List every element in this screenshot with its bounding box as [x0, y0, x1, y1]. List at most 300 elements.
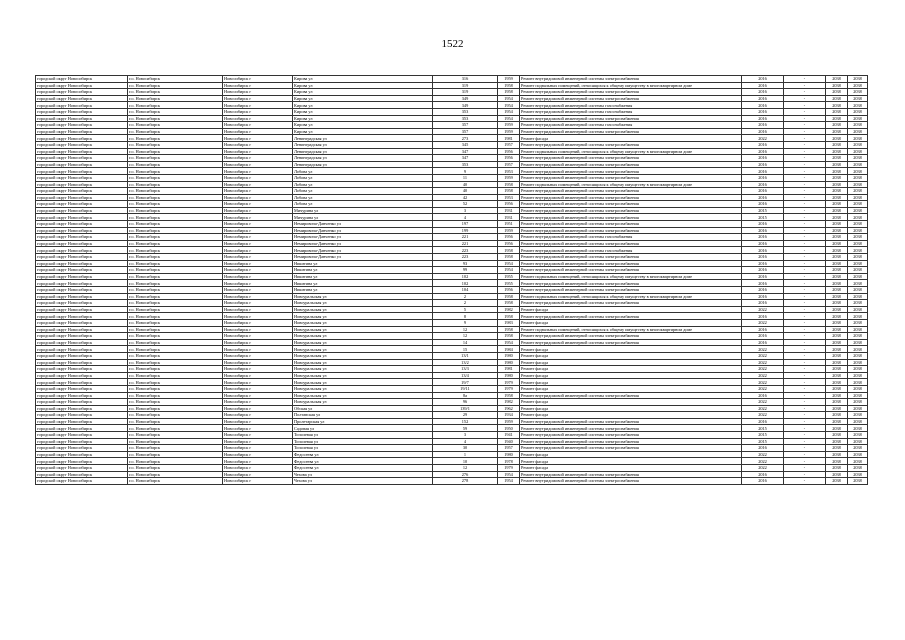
work-type-cell: Ремонт внутридомовой инженерной системы электроснабжения	[520, 155, 742, 162]
city-cell: Новосибирск г	[223, 155, 293, 162]
city-cell: Новосибирск г	[223, 141, 293, 148]
table-row	[36, 148, 868, 155]
table-row	[36, 108, 868, 115]
dash-cell: -	[784, 385, 826, 392]
table-row	[36, 465, 868, 472]
work-type-cell: Ремонт внутридомовой инженерной системы газоснабжения	[520, 102, 742, 109]
house-number-cell: 2	[433, 300, 498, 307]
city-cell: Новосибирск г	[223, 247, 293, 254]
city-cell: Новосибирск г	[223, 89, 293, 96]
city-cell: Новосибирск г	[223, 339, 293, 346]
table-row	[36, 339, 868, 346]
build-year-cell: 1934	[498, 412, 520, 419]
house-number-cell: 8	[433, 313, 498, 320]
municipality-cell: городской округ Новосибирск	[36, 392, 128, 399]
period-end-cell: 2038	[848, 207, 868, 214]
table-row	[36, 399, 868, 406]
table-row	[36, 194, 868, 201]
dash-cell: -	[784, 366, 826, 373]
period-end-cell: 2038	[848, 247, 868, 254]
dash-cell: -	[784, 465, 826, 472]
period-end-cell: 2038	[848, 451, 868, 458]
house-number-cell: 42	[433, 194, 498, 201]
house-number-cell: 276	[433, 471, 498, 478]
build-year-cell: 1959	[498, 418, 520, 425]
plan-year-cell: 2016	[742, 174, 784, 181]
settlement-cell: г.о. Новосибирск	[128, 458, 223, 465]
municipality-cell: городской округ Новосибирск	[36, 385, 128, 392]
registry-body	[36, 76, 868, 485]
city-cell: Новосибирск г	[223, 359, 293, 366]
build-year-cell: 1984	[498, 346, 520, 353]
build-year-cell: 1951	[498, 221, 520, 228]
house-number-cell: 278	[433, 478, 498, 485]
period-start-cell: 2038	[826, 155, 848, 162]
work-type-cell: Ремонт внутридомовой инженерной системы электроснабжения	[520, 89, 742, 96]
period-start-cell: 2038	[826, 339, 848, 346]
street-cell: Тополевая ул	[293, 445, 433, 452]
period-end-cell: 2038	[848, 333, 868, 340]
table-row	[36, 458, 868, 465]
table-row	[36, 174, 868, 181]
street-cell: Никитина ул	[293, 280, 433, 287]
period-start-cell: 2038	[826, 82, 848, 89]
dash-cell: -	[784, 293, 826, 300]
street-cell: Ленинградская ул	[293, 135, 433, 142]
build-year-cell: 1953	[498, 168, 520, 175]
city-cell: Новосибирск г	[223, 346, 293, 353]
street-cell: Новоуральская ул	[293, 293, 433, 300]
table-row	[36, 89, 868, 96]
settlement-cell: г.о. Новосибирск	[128, 254, 223, 261]
plan-year-cell: 2022	[742, 399, 784, 406]
dash-cell: -	[784, 155, 826, 162]
period-end-cell: 2038	[848, 102, 868, 109]
plan-year-cell: 2016	[742, 122, 784, 129]
street-cell: Новоуральская ул	[293, 300, 433, 307]
dash-cell: -	[784, 418, 826, 425]
table-row	[36, 451, 868, 458]
plan-year-cell: 2015	[742, 432, 784, 439]
work-type-cell: Ремонт внутридомовой инженерной системы электроснабжения	[520, 214, 742, 221]
city-cell: Новосибирск г	[223, 214, 293, 221]
street-cell: Новоуральская ул	[293, 379, 433, 386]
settlement-cell: г.о. Новосибирск	[128, 155, 223, 162]
build-year-cell: 1954	[498, 115, 520, 122]
plan-year-cell: 2016	[742, 89, 784, 96]
house-number-cell: 9	[433, 168, 498, 175]
work-type-cell: Ремонт внутридомовой инженерной системы электроснабжения	[520, 174, 742, 181]
period-end-cell: 2038	[848, 135, 868, 142]
table-row	[36, 326, 868, 333]
dash-cell: -	[784, 319, 826, 326]
build-year-cell: 1954	[498, 267, 520, 274]
plan-year-cell: 2022	[742, 465, 784, 472]
street-cell: Новоуральская ул	[293, 366, 433, 373]
plan-year-cell: 2016	[742, 280, 784, 287]
city-cell: Новосибирск г	[223, 174, 293, 181]
settlement-cell: г.о. Новосибирск	[128, 234, 223, 241]
table-row	[36, 366, 868, 373]
settlement-cell: г.о. Новосибирск	[128, 135, 223, 142]
table-row	[36, 313, 868, 320]
municipality-cell: городской округ Новосибирск	[36, 254, 128, 261]
build-year-cell: 1979	[498, 465, 520, 472]
settlement-cell: г.о. Новосибирск	[128, 445, 223, 452]
house-number-cell: 273	[433, 135, 498, 142]
build-year-cell: 1957	[498, 161, 520, 168]
plan-year-cell: 2022	[742, 366, 784, 373]
table-row	[36, 385, 868, 392]
municipality-cell: городской округ Новосибирск	[36, 82, 128, 89]
city-cell: Новосибирск г	[223, 471, 293, 478]
street-cell: Садовая ул	[293, 425, 433, 432]
dash-cell: -	[784, 273, 826, 280]
settlement-cell: г.о. Новосибирск	[128, 451, 223, 458]
plan-year-cell: 2022	[742, 346, 784, 353]
settlement-cell: г.о. Новосибирск	[128, 247, 223, 254]
street-cell: Новоуральская ул	[293, 326, 433, 333]
work-type-cell: Ремонт внутридомовой инженерной системы электроснабжения	[520, 313, 742, 320]
settlement-cell: г.о. Новосибирск	[128, 319, 223, 326]
street-cell: Тополевая ул	[293, 432, 433, 439]
period-start-cell: 2038	[826, 240, 848, 247]
build-year-cell: 1958	[498, 392, 520, 399]
city-cell: Новосибирск г	[223, 352, 293, 359]
settlement-cell: г.о. Новосибирск	[128, 306, 223, 313]
city-cell: Новосибирск г	[223, 326, 293, 333]
period-end-cell: 2038	[848, 319, 868, 326]
settlement-cell: г.о. Новосибирск	[128, 181, 223, 188]
municipality-cell: городской округ Новосибирск	[36, 445, 128, 452]
municipality-cell: городской округ Новосибирск	[36, 89, 128, 96]
build-year-cell: 1955	[498, 280, 520, 287]
table-row	[36, 181, 868, 188]
period-end-cell: 2038	[848, 168, 868, 175]
city-cell: Новосибирск г	[223, 181, 293, 188]
settlement-cell: г.о. Новосибирск	[128, 425, 223, 432]
plan-year-cell: 2016	[742, 82, 784, 89]
house-number-cell: 347	[433, 148, 498, 155]
work-type-cell: Ремонт фасада	[520, 366, 742, 373]
municipality-cell: городской округ Новосибирск	[36, 319, 128, 326]
settlement-cell: г.о. Новосибирск	[128, 273, 223, 280]
house-number-cell: 3	[433, 207, 498, 214]
municipality-cell: городской округ Новосибирск	[36, 372, 128, 379]
work-type-cell: Ремонт внутридомовой инженерной системы электроснабжения	[520, 221, 742, 228]
street-cell: Кирова ул	[293, 102, 433, 109]
plan-year-cell: 2022	[742, 372, 784, 379]
build-year-cell: 1954	[498, 478, 520, 485]
build-year-cell: 1958	[498, 89, 520, 96]
table-row	[36, 471, 868, 478]
municipality-cell: городской округ Новосибирск	[36, 168, 128, 175]
dash-cell: -	[784, 412, 826, 419]
house-number-cell: 12	[433, 333, 498, 340]
municipality-cell: городской округ Новосибирск	[36, 418, 128, 425]
table-row	[36, 379, 868, 386]
street-cell: Новоуральская ул	[293, 352, 433, 359]
street-cell: Лобова ул	[293, 168, 433, 175]
settlement-cell: г.о. Новосибирск	[128, 76, 223, 83]
dash-cell: -	[784, 128, 826, 135]
period-end-cell: 2038	[848, 181, 868, 188]
city-cell: Новосибирск г	[223, 438, 293, 445]
municipality-cell: городской округ Новосибирск	[36, 260, 128, 267]
period-start-cell: 2038	[826, 102, 848, 109]
settlement-cell: г.о. Новосибирск	[128, 412, 223, 419]
table-row	[36, 418, 868, 425]
period-start-cell: 2038	[826, 458, 848, 465]
settlement-cell: г.о. Новосибирск	[128, 128, 223, 135]
table-row	[36, 319, 868, 326]
build-year-cell: 1980	[498, 359, 520, 366]
dash-cell: -	[784, 95, 826, 102]
city-cell: Новосибирск г	[223, 399, 293, 406]
work-type-cell: Ремонт фасада	[520, 385, 742, 392]
build-year-cell: 1954	[498, 260, 520, 267]
table-row	[36, 260, 868, 267]
settlement-cell: г.о. Новосибирск	[128, 95, 223, 102]
build-year-cell: 1958	[498, 181, 520, 188]
settlement-cell: г.о. Новосибирск	[128, 174, 223, 181]
period-start-cell: 2038	[826, 267, 848, 274]
street-cell: Чехова ул	[293, 471, 433, 478]
dash-cell: -	[784, 260, 826, 267]
period-start-cell: 2038	[826, 221, 848, 228]
period-start-cell: 2038	[826, 194, 848, 201]
period-end-cell: 2038	[848, 280, 868, 287]
work-type-cell: Ремонт внутридомовой инженерной системы электроснабжения	[520, 333, 742, 340]
municipality-cell: городской округ Новосибирск	[36, 188, 128, 195]
municipality-cell: городской округ Новосибирск	[36, 425, 128, 432]
period-end-cell: 2038	[848, 287, 868, 294]
street-cell: Новоуральская ул	[293, 359, 433, 366]
plan-year-cell: 2016	[742, 313, 784, 320]
house-number-cell: 15	[433, 346, 498, 353]
plan-year-cell: 2016	[742, 260, 784, 267]
table-row	[36, 267, 868, 274]
period-end-cell: 2038	[848, 418, 868, 425]
build-year-cell: 1941	[498, 432, 520, 439]
period-end-cell: 2038	[848, 273, 868, 280]
work-type-cell: Ремонт подвальных помещений, относящихся к общему имуществу в многоквартирном доме	[520, 326, 742, 333]
build-year-cell: 1956	[498, 201, 520, 208]
dash-cell: -	[784, 254, 826, 261]
settlement-cell: г.о. Новосибирск	[128, 300, 223, 307]
build-year-cell: 1956	[498, 155, 520, 162]
table-row	[36, 254, 868, 261]
period-start-cell: 2038	[826, 188, 848, 195]
work-type-cell: Ремонт внутридомовой инженерной системы электроснабжения	[520, 445, 742, 452]
dash-cell: -	[784, 122, 826, 129]
period-end-cell: 2038	[848, 346, 868, 353]
house-number-cell: 353	[433, 115, 498, 122]
period-start-cell: 2038	[826, 214, 848, 221]
period-end-cell: 2038	[848, 412, 868, 419]
table-row	[36, 214, 868, 221]
work-type-cell: Ремонт внутридомовой инженерной системы электроснабжения	[520, 227, 742, 234]
page-number: 1522	[441, 38, 464, 50]
settlement-cell: г.о. Новосибирск	[128, 438, 223, 445]
period-end-cell: 2038	[848, 194, 868, 201]
plan-year-cell: 2016	[742, 76, 784, 83]
build-year-cell: 1931	[498, 214, 520, 221]
work-type-cell: Ремонт внутридомовой инженерной системы электроснабжения	[520, 432, 742, 439]
settlement-cell: г.о. Новосибирск	[128, 392, 223, 399]
municipality-cell: городской округ Новосибирск	[36, 379, 128, 386]
dash-cell: -	[784, 141, 826, 148]
house-number-cell: 99	[433, 267, 498, 274]
build-year-cell: 1954	[498, 102, 520, 109]
house-number-cell: 4	[433, 214, 498, 221]
municipality-cell: городской округ Новосибирск	[36, 214, 128, 221]
period-end-cell: 2038	[848, 359, 868, 366]
city-cell: Новосибирск г	[223, 201, 293, 208]
plan-year-cell: 2022	[742, 412, 784, 419]
street-cell: Никитина ул	[293, 260, 433, 267]
plan-year-cell: 2016	[742, 392, 784, 399]
settlement-cell: г.о. Новосибирск	[128, 313, 223, 320]
municipality-cell: городской округ Новосибирск	[36, 102, 128, 109]
city-cell: Новосибирск г	[223, 306, 293, 313]
street-cell: Федосеева ул	[293, 458, 433, 465]
municipality-cell: городской округ Новосибирск	[36, 128, 128, 135]
city-cell: Новосибирск г	[223, 128, 293, 135]
period-start-cell: 2038	[826, 425, 848, 432]
settlement-cell: г.о. Новосибирск	[128, 366, 223, 373]
dash-cell: -	[784, 425, 826, 432]
table-row	[36, 273, 868, 280]
city-cell: Новосибирск г	[223, 445, 293, 452]
period-start-cell: 2038	[826, 366, 848, 373]
street-cell: Чехова ул	[293, 478, 433, 485]
plan-year-cell: 2016	[742, 148, 784, 155]
period-end-cell: 2038	[848, 438, 868, 445]
municipality-cell: городской округ Новосибирск	[36, 115, 128, 122]
plan-year-cell: 2022	[742, 458, 784, 465]
period-end-cell: 2038	[848, 95, 868, 102]
build-year-cell: 1956	[498, 287, 520, 294]
table-row	[36, 287, 868, 294]
build-year-cell: 1959	[498, 76, 520, 83]
plan-year-cell: 2016	[742, 155, 784, 162]
street-cell: Новоуральская ул	[293, 385, 433, 392]
city-cell: Новосибирск г	[223, 425, 293, 432]
dash-cell: -	[784, 280, 826, 287]
dash-cell: -	[784, 188, 826, 195]
house-number-cell: 223	[433, 247, 498, 254]
period-start-cell: 2038	[826, 478, 848, 485]
settlement-cell: г.о. Новосибирск	[128, 293, 223, 300]
period-end-cell: 2038	[848, 201, 868, 208]
build-year-cell: 1958	[498, 300, 520, 307]
plan-year-cell: 2016	[742, 168, 784, 175]
street-cell: Новоуральская ул	[293, 319, 433, 326]
period-end-cell: 2038	[848, 293, 868, 300]
build-year-cell: 1958	[498, 333, 520, 340]
dash-cell: -	[784, 181, 826, 188]
table-row	[36, 141, 868, 148]
dash-cell: -	[784, 346, 826, 353]
period-end-cell: 2038	[848, 352, 868, 359]
period-start-cell: 2038	[826, 471, 848, 478]
build-year-cell: 1983	[498, 319, 520, 326]
work-type-cell: Ремонт внутридомовой инженерной системы электроснабжения	[520, 339, 742, 346]
plan-year-cell: 2016	[742, 478, 784, 485]
work-type-cell: Ремонт фасада	[520, 359, 742, 366]
period-start-cell: 2038	[826, 108, 848, 115]
house-number-cell: 353	[433, 108, 498, 115]
work-type-cell: Ремонт подвальных помещений, относящихся к общему имуществу в многоквартирном доме	[520, 181, 742, 188]
period-end-cell: 2038	[848, 128, 868, 135]
period-end-cell: 2038	[848, 313, 868, 320]
street-cell: Новоуральская ул	[293, 372, 433, 379]
build-year-cell: 1958	[498, 326, 520, 333]
municipality-cell: городской округ Новосибирск	[36, 273, 128, 280]
municipality-cell: городской округ Новосибирск	[36, 76, 128, 83]
period-end-cell: 2038	[848, 174, 868, 181]
build-year-cell: 1958	[498, 247, 520, 254]
period-start-cell: 2038	[826, 465, 848, 472]
municipality-cell: городской округ Новосибирск	[36, 240, 128, 247]
street-cell: Кирова ул	[293, 108, 433, 115]
period-start-cell: 2038	[826, 122, 848, 129]
period-start-cell: 2038	[826, 418, 848, 425]
house-number-cell: 59	[433, 425, 498, 432]
period-start-cell: 2038	[826, 438, 848, 445]
street-cell: Кирова ул	[293, 115, 433, 122]
plan-year-cell: 2016	[742, 194, 784, 201]
period-end-cell: 2038	[848, 148, 868, 155]
build-year-cell: 1957	[498, 445, 520, 452]
street-cell: Тополевая ул	[293, 438, 433, 445]
period-start-cell: 2038	[826, 174, 848, 181]
settlement-cell: г.о. Новосибирск	[128, 161, 223, 168]
build-year-cell: 1982	[498, 399, 520, 406]
house-number-cell: 13/1	[433, 352, 498, 359]
house-number-cell: 13/4	[433, 372, 498, 379]
table-row	[36, 207, 868, 214]
build-year-cell: 1981	[498, 135, 520, 142]
period-end-cell: 2038	[848, 221, 868, 228]
work-type-cell: Ремонт внутридомовой инженерной системы электроснабжения	[520, 188, 742, 195]
period-start-cell: 2038	[826, 319, 848, 326]
city-cell: Новосибирск г	[223, 333, 293, 340]
settlement-cell: г.о. Новосибирск	[128, 379, 223, 386]
build-year-cell: 1959	[498, 128, 520, 135]
build-year-cell: 1958	[498, 313, 520, 320]
period-end-cell: 2038	[848, 76, 868, 83]
period-end-cell: 2038	[848, 326, 868, 333]
dash-cell: -	[784, 372, 826, 379]
period-end-cell: 2038	[848, 260, 868, 267]
dash-cell: -	[784, 313, 826, 320]
municipality-cell: городской округ Новосибирск	[36, 148, 128, 155]
house-number-cell: 349	[433, 102, 498, 109]
city-cell: Новосибирск г	[223, 227, 293, 234]
municipality-cell: городской округ Новосибирск	[36, 352, 128, 359]
period-end-cell: 2038	[848, 432, 868, 439]
house-number-cell: 357	[433, 122, 498, 129]
city-cell: Новосибирск г	[223, 313, 293, 320]
municipality-cell: городской округ Новосибирск	[36, 234, 128, 241]
period-end-cell: 2038	[848, 339, 868, 346]
street-cell: Мичурина ул	[293, 207, 433, 214]
street-cell: Новоуральская ул	[293, 392, 433, 399]
house-number-cell: 4	[433, 438, 498, 445]
settlement-cell: г.о. Новосибирск	[128, 221, 223, 228]
